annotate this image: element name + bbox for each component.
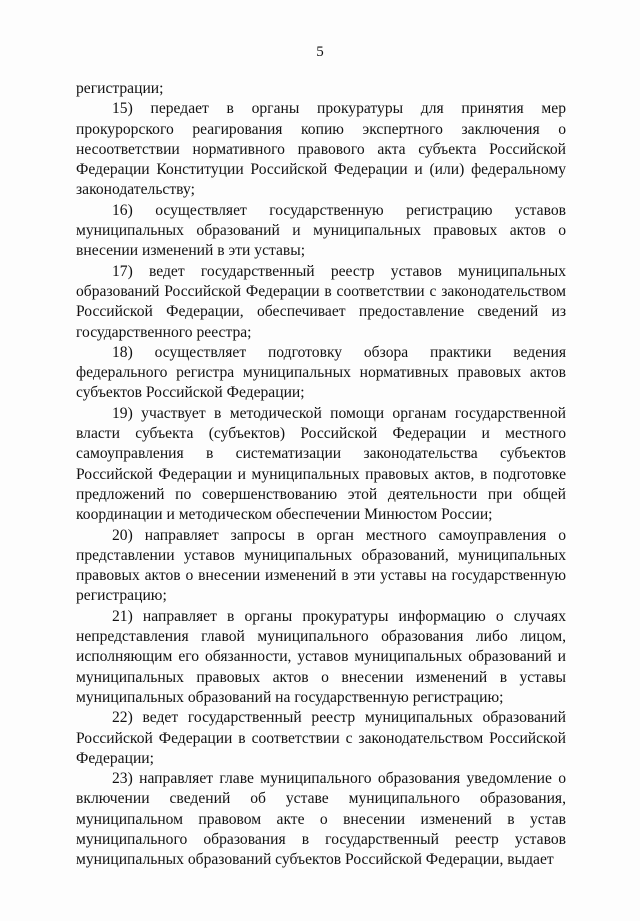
paragraph-item-23: 23) направляет главе муниципального образования уведомление о включении сведений об уставе муниципального образования, муниципальном правовом акте о внесении изменений в устав муниципального образования в государственный реестр уставов муниципальных образований субъектов Российской Федерации, выдает: [76, 770, 566, 869]
paragraph-item-22: 22) ведет государственный реестр муниципальных образований Российской Федерации в соответствии с законодательством Российской Федерации;: [76, 709, 566, 767]
paragraph-item-21: 21) направляет в органы прокуратуры информацию о случаях непредставления главой муниципального образования либо лицом, исполняющим его обязанности, уставов муниципальных образований и муниципальных правовых актов о внесении изменений в уставы муниципальных образований на государственную регистрацию;: [76, 607, 566, 706]
paragraph-item-15: 15) передает в органы прокуратуры для принятия мер прокурорского реагирования копию экспертного заключения о несоответствии нормативного правового акта субъекта Российской Федерации Конституции Российской Федерации и (или) федеральному законодательству;: [76, 100, 566, 199]
paragraph-continuation: регистрации;: [76, 80, 164, 97]
paragraph-item-20: 20) направляет запросы в орган местного самоуправления о представлении уставов муниципальных образований, муниципальных правовых актов о внесении изменений в эти уставы на государственную регистрацию;: [76, 526, 566, 605]
page-number: 5: [316, 44, 324, 60]
paragraph-item-19: 19) участвует в методической помощи органам государственной власти субъекта (субъектов) Российской Федерации и местного самоуправления в систематизации законодательства субъектов Российской Федерации и муниципальных правовых актов, в подготовке предложений по совершенствованию этой деятельности при общей координации и методическом обеспечении Минюстом России;: [76, 404, 566, 524]
paragraph-item-16: 16) осуществляет государственную регистрацию уставов муниципальных образований и муниципальных правовых актов о внесении изменений в эти уставы;: [76, 201, 566, 260]
document-body: [76, 79, 566, 871]
paragraph-item-18: 18) осуществляет подготовку обзора практики ведения федерального регистра муниципальных нормативных правовых актов субъектов Российской Федерации;: [76, 343, 566, 402]
paragraph-item-17: 17) ведет государственный реестр уставов муниципальных образований Российской Федерации в соответствии с законодательством Российской Федерации, обеспечивает предоставление сведений из государственного реестра;: [76, 262, 566, 341]
